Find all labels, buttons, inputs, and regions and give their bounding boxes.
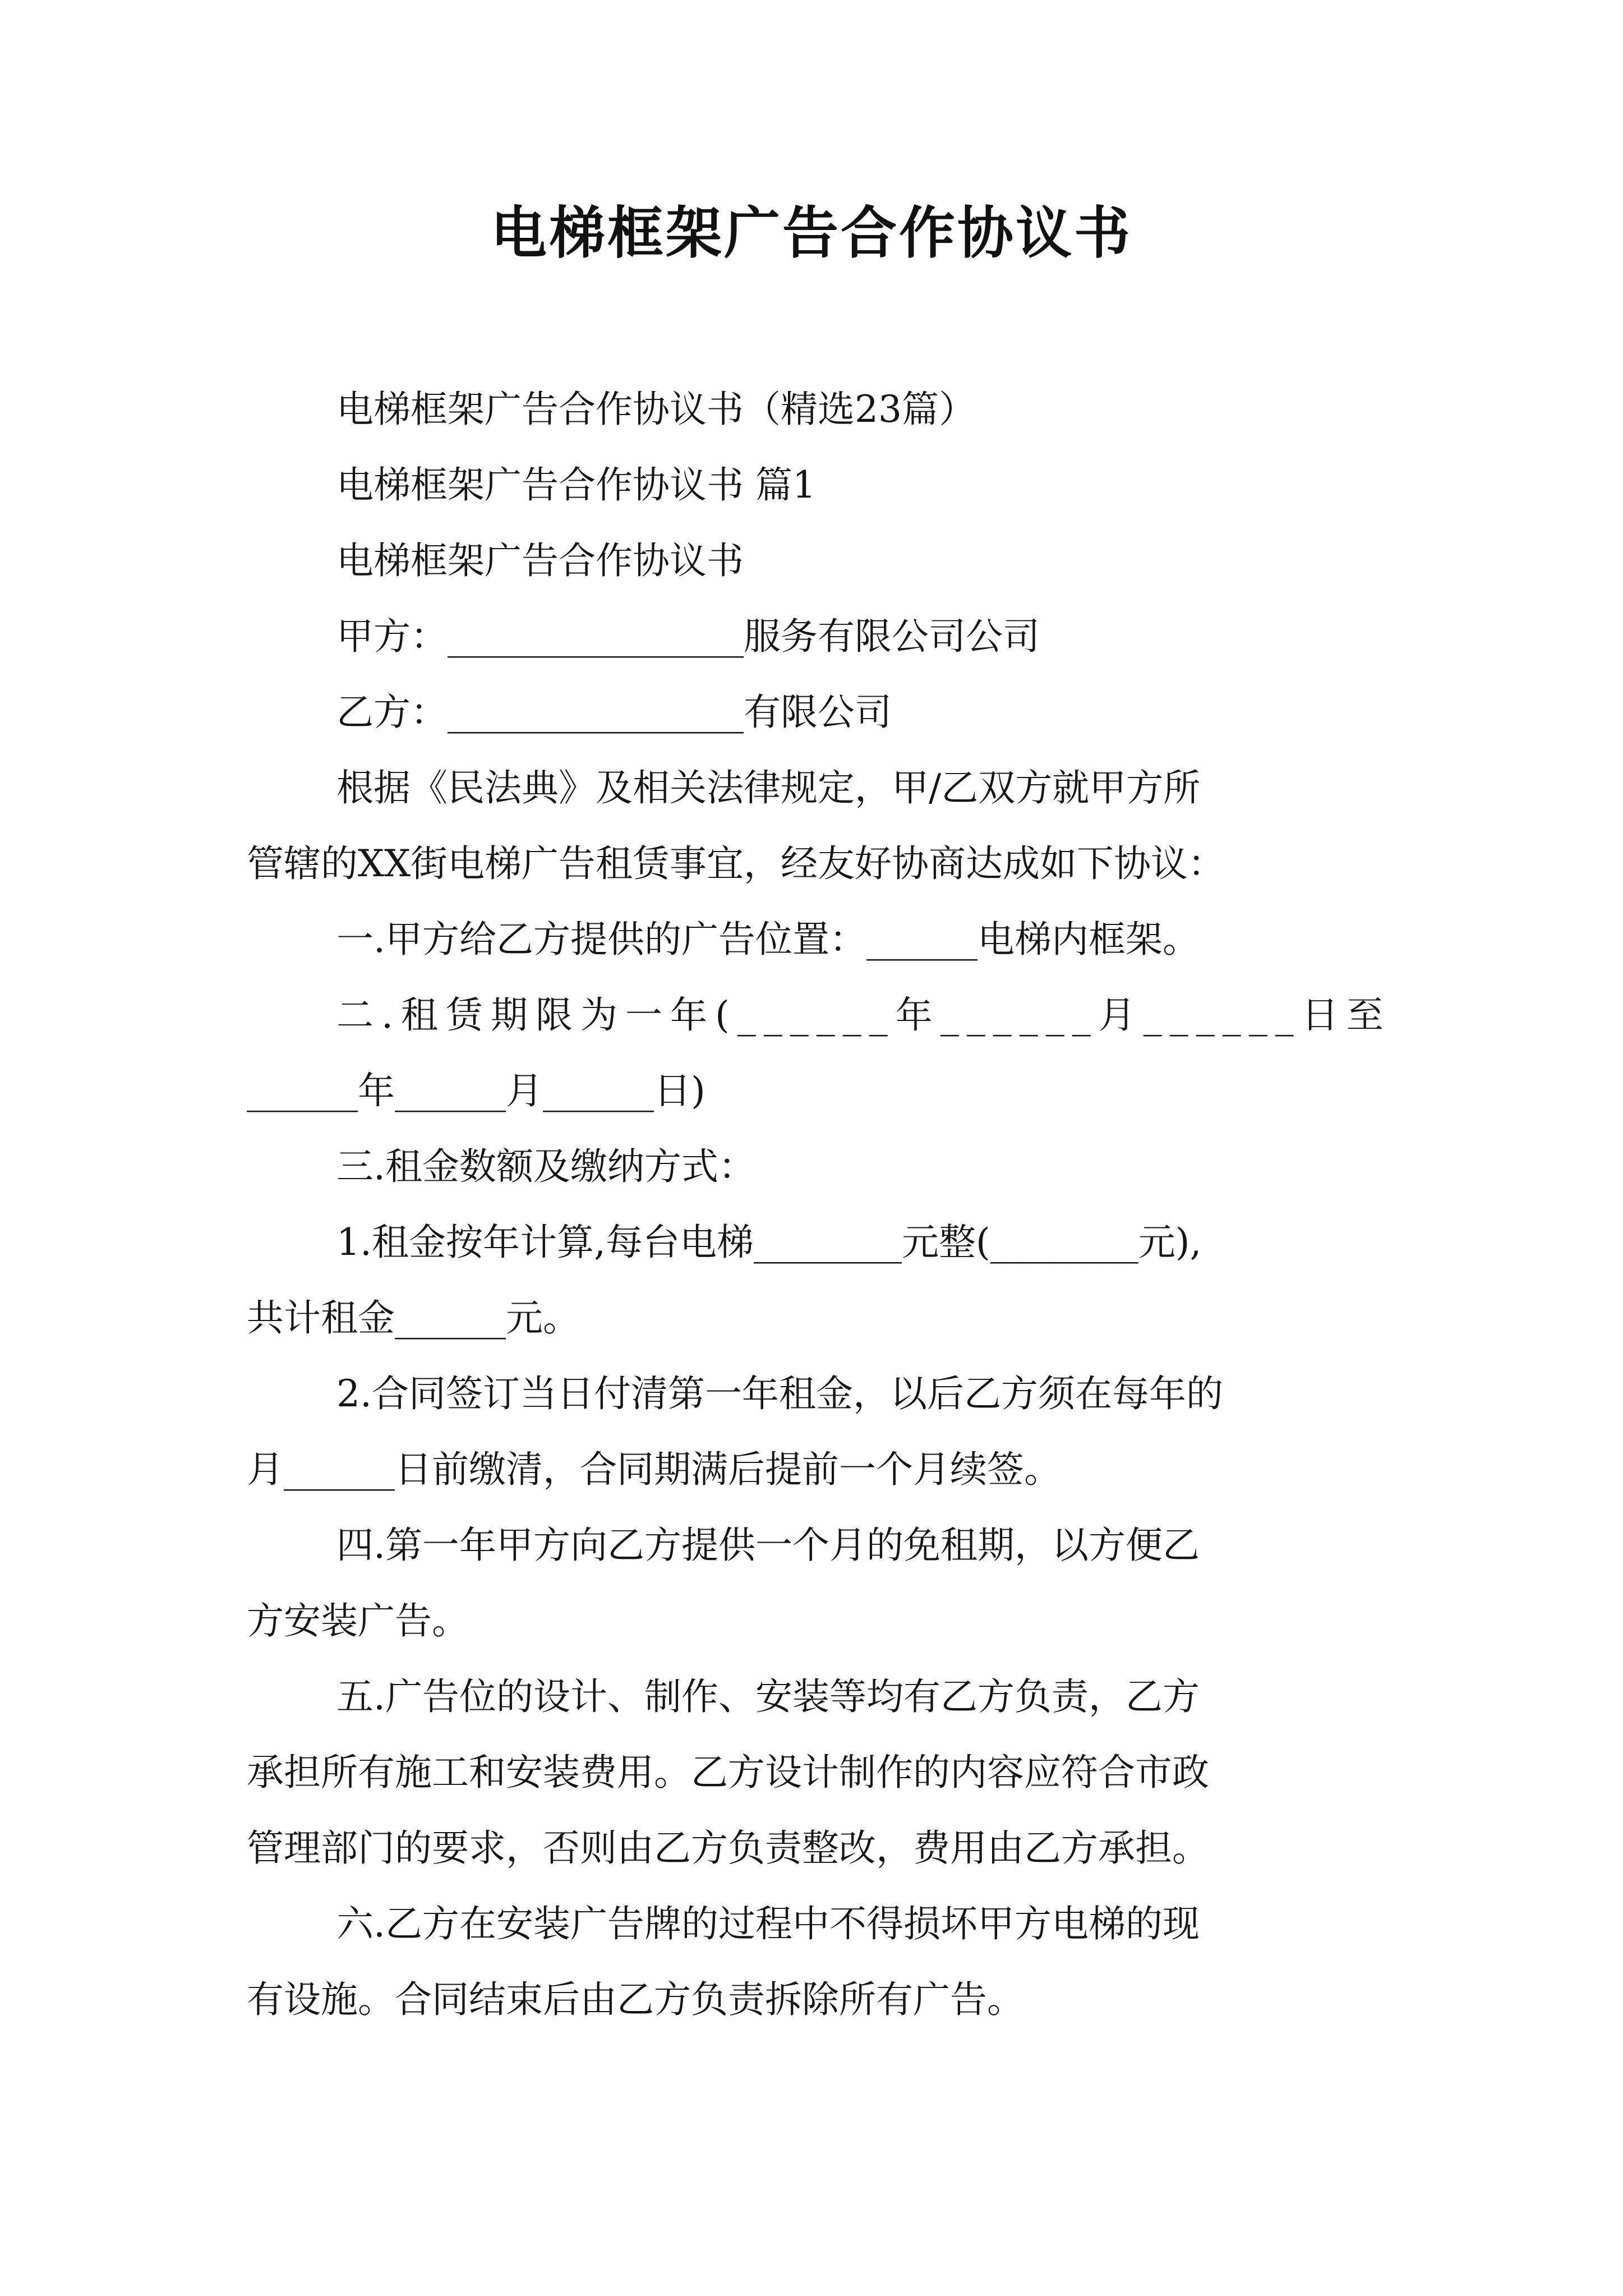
preamble-line-2: 管辖的XX街电梯广告租赁事宜，经友好协商达成如下协议： — [247, 842, 1225, 885]
party-b-line: 乙方：________________有限公司 — [336, 691, 892, 734]
clause-2-line-2: ______年______月______日) — [247, 1069, 706, 1112]
document-title: 电梯框架广告合作协议书 — [491, 200, 1132, 266]
clause-6-line-2: 有设施。合同结束后由乙方负责拆除所有广告。 — [247, 1978, 1024, 2021]
clause-3-item-1-line-2: 共计租金______元。 — [247, 1296, 580, 1340]
clause-5-line-2: 承担所有施工和安装费用。乙方设计制作的内容应符合市政 — [247, 1751, 1209, 1794]
section-heading: 电梯框架广告合作协议书 篇1 — [336, 463, 816, 507]
clause-3-heading: 三.租金数额及缴纳方式： — [336, 1145, 755, 1188]
clause-3-item-1-line-1: 1.租金按年计算,每台电梯________元整(________元), — [336, 1221, 1202, 1264]
clause-5-line-3: 管理部门的要求，否则由乙方负责整改，费用由乙方承担。 — [247, 1826, 1209, 1870]
clause-3-item-2-line-2: 月______日前缴清，合同期满后提前一个月续签。 — [247, 1448, 1061, 1491]
clause-6-line-1: 六.乙方在安装广告牌的过程中不得损坏甲方电梯的现 — [336, 1902, 1200, 1945]
clause-5-line-1: 五.广告位的设计、制作、安装等均有乙方负责，乙方 — [336, 1675, 1200, 1718]
subtitle-line: 电梯框架广告合作协议书（精选23篇） — [336, 388, 976, 431]
clause-4-line-1: 四.第一年甲方向乙方提供一个月的免租期，以方便乙 — [336, 1524, 1200, 1567]
agreement-heading: 电梯框架广告合作协议书 — [336, 539, 744, 582]
clause-3-item-2-line-1: 2.合同签订当日付清第一年租金，以后乙方须在每年的 — [336, 1372, 1223, 1415]
party-a-line: 甲方：________________服务有限公司公司 — [336, 615, 1040, 658]
clause-2-line-1: 二.租赁期限为一年(______年______月______日至 — [336, 993, 1391, 1037]
clause-4-line-2: 方安装广告。 — [247, 1599, 469, 1642]
preamble-line-1: 根据《民法典》及相关法律规定，甲/乙双方就甲方所 — [336, 766, 1201, 809]
clause-1-line: 一.甲方给乙方提供的广告位置：______电梯内框架。 — [336, 918, 1200, 961]
